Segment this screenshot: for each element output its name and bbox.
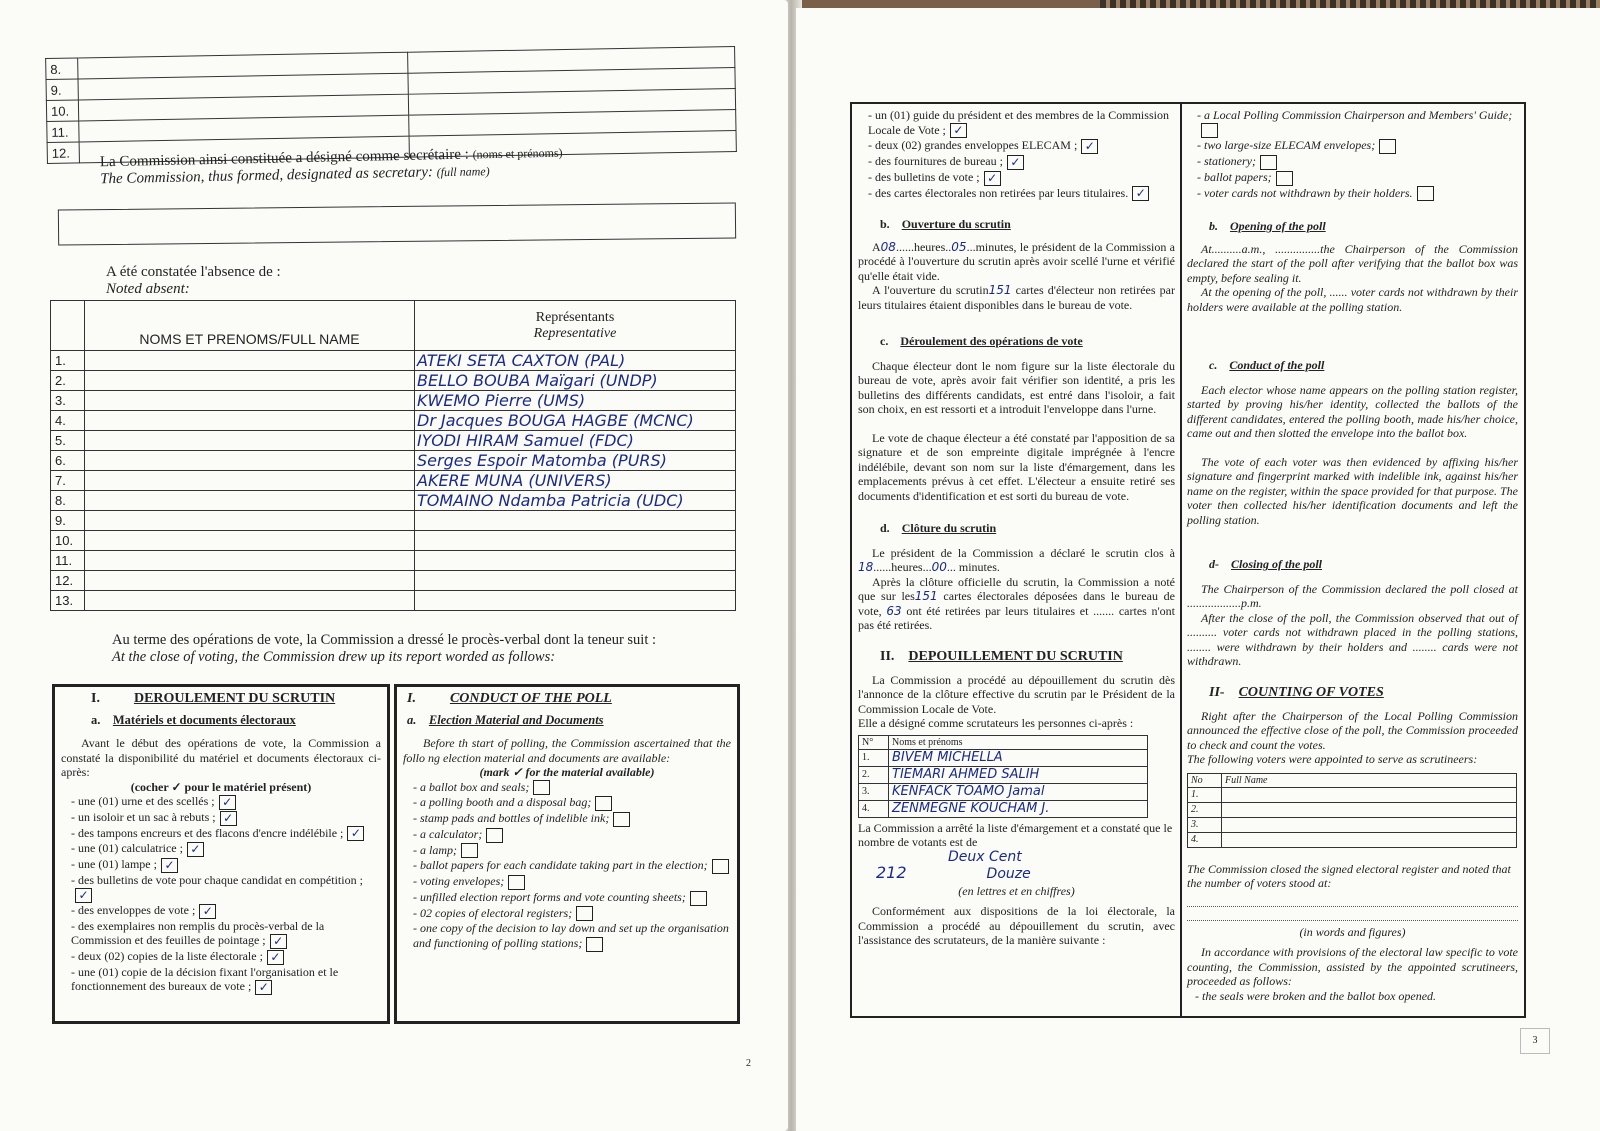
material-item-label: - a ballot box and seals; — [413, 779, 530, 794]
page-number-left: 2 — [746, 1058, 751, 1069]
absent-row-rep — [415, 591, 736, 611]
fr-closing-b: heures — [891, 560, 923, 575]
secretary-field — [58, 202, 736, 245]
fr-intro: Avant le début des opérations de vote, la Commission a constaté la disponibilité du matériel et documents électoraux ci-après: — [61, 736, 381, 779]
material-item — [413, 780, 731, 796]
absent-row-rep — [415, 571, 736, 591]
absent-table-wrap — [50, 300, 736, 611]
en-column — [1180, 102, 1526, 1018]
material-item-label: - une (01) calculatrice ; — [71, 841, 183, 856]
en-opening-title: Opening of the poll — [1230, 219, 1326, 234]
absent-row — [51, 351, 736, 371]
absent-row-num: 6. — [51, 451, 85, 471]
en-opening — [1187, 219, 1518, 314]
secretary-note-fr: (noms et prénoms) — [472, 145, 563, 162]
absent-col-rep-en: Representative — [533, 325, 617, 341]
material-checkbox[interactable]: ✓ — [984, 171, 1001, 186]
en-heading: CONDUCT OF THE POLL — [449, 691, 612, 706]
en-conduct-p2: The vote of each voter was then evidenced by affixing his/her signature and fingerprint marked with indelible ink, against his/her name on the register, within the space provided for that purpose. The voter then collected his/her identification documents and left the polling station. — [1187, 454, 1518, 527]
material-checkbox[interactable] — [1276, 171, 1293, 186]
absent-row — [51, 411, 736, 431]
material-item-label: - des exemplaires non remplis du procès-verbal de la Commission et des feuilles de pointage ; — [71, 918, 325, 948]
material-checkbox[interactable] — [508, 875, 525, 890]
fr-scrutineer-name: BIVEM MICHELLA — [889, 749, 1148, 766]
material-checkbox[interactable]: ✓ — [1007, 155, 1024, 170]
absent-row-num: 10. — [51, 531, 85, 551]
en-scrutineer-row — [1188, 802, 1517, 817]
material-checkbox[interactable] — [486, 828, 503, 843]
material-checkbox[interactable]: ✓ — [219, 795, 236, 810]
absent-row-name — [85, 531, 415, 551]
material-item — [868, 154, 1175, 170]
absent-row-num: 13. — [51, 591, 85, 611]
absent-row-num: 4. — [51, 411, 85, 431]
fr-conduct-num: c. — [880, 334, 889, 349]
fr-column — [850, 102, 1182, 1018]
fr-opening-hours: 08 — [880, 239, 896, 254]
material-item-label: - des fournitures de bureau ; — [868, 154, 1003, 168]
en-closing-p2: After the close of the poll, the Commission observed that out of .......... voter cards not withdrawn placed in the polling stations, ........ were withdrawn by their holders and ........ cards were not withdrawn. — [1187, 610, 1518, 669]
material-item-label: - une (01) urne et des scellés ; — [71, 794, 215, 808]
en-sub-title: Election Material and Documents — [428, 713, 604, 727]
fr-sub-num: a. — [91, 713, 101, 727]
absent-row-name — [85, 471, 415, 491]
material-checkbox[interactable] — [595, 796, 612, 811]
fr-scrutineers-col-no: N° — [859, 735, 889, 749]
fr-heading: DEROULEMENT DU SCRUTIN — [133, 691, 336, 706]
absent-row-num: 2. — [51, 371, 85, 391]
fr-closing: d. Clôture du scrutin Le président de la Commission a déclaré le scrutin clos à 18......heures...00... minutes. Après la clôture officielle du scrutin, la Commission a noté que sur les151 cartes électorales déposées dans le bureau de vote, 63 ont été retirées par leurs titulaires et ....... cartes n'ont pas été retirées. — [858, 521, 1176, 633]
material-item — [413, 906, 731, 922]
fr-closing-num: d. — [880, 521, 890, 536]
absent-row — [51, 491, 736, 511]
material-item — [71, 857, 381, 873]
fr-scrutineers-table — [858, 735, 1148, 818]
en-scrutineer-row — [1188, 787, 1517, 802]
material-item-label: - des bulletins de vote pour chaque candidat en compétition ; — [71, 872, 363, 887]
en-scrutineer-name — [1222, 832, 1517, 847]
fr-closing-hours: 18 — [858, 560, 874, 575]
en-conduct-p1: Each elector whose name appears on the polling station register, started by proving his/her identity, collected the ballots of the different candidates, entered the polling booth, made his/her choice, came out and then slotted the envelope into the ballot box. — [1187, 382, 1518, 441]
material-item — [868, 170, 1175, 186]
en-words-note: (in words and figures) — [1299, 924, 1406, 939]
absent-row-name — [85, 411, 415, 431]
en-voters-line-2 — [1187, 907, 1518, 921]
en-scrutineer-num: 1. — [1188, 787, 1222, 802]
material-item-label: - des tampons encreurs et des flacons d'encre indélébile ; — [71, 825, 344, 840]
absent-row-rep: TOMAINO Ndamba Patricia (UDC) — [415, 491, 736, 511]
material-item-label: - unfilled election report forms and vote counting sheets; — [413, 889, 686, 904]
en-closing-p1: The Chairperson of the Commission declared the poll closed at ..................p.m. — [1187, 581, 1518, 611]
fr-voters-words2: Douze — [986, 865, 1031, 882]
material-item-label: - a calculator; — [413, 826, 483, 841]
en-scrutineer-row — [1188, 817, 1517, 832]
absent-row-num: 1. — [51, 351, 85, 371]
material-item — [71, 841, 381, 857]
material-item — [413, 795, 731, 811]
absent-row-name — [85, 491, 415, 511]
absent-col-name: NOMS ET PRENOMS/FULL NAME — [85, 301, 415, 351]
right-page — [796, 8, 1600, 1131]
members-row-num: 12. — [47, 142, 79, 164]
material-item — [413, 890, 731, 906]
material-checkbox[interactable]: ✓ — [187, 842, 204, 857]
fr-material-list — [61, 794, 381, 995]
fr-conduct-title: Déroulement des opérations de vote — [900, 334, 1083, 349]
material-item — [1197, 108, 1518, 138]
absent-row-rep: ATEKI SETA CAXTON (PAL) — [415, 351, 736, 371]
material-item — [868, 138, 1175, 154]
material-item-label: - ballot papers for each candidate taking part in the election; — [413, 858, 708, 873]
en-conduct-num: c. — [1209, 358, 1218, 373]
material-checkbox[interactable] — [1417, 186, 1434, 201]
absent-row-rep: KWEMO Pierre (UMS) — [415, 391, 736, 411]
fr-counting-p2: Elle a désigné comme scrutateurs les personnes ci-après : — [858, 716, 1134, 731]
material-item — [71, 794, 381, 810]
fr-opening: b. Ouverture du scrutin A08......heures..05...minutes, le président de la Commission a procédé à l'ouverture du scrutin après avoir scellé l'urne et vérifié qu'elle était vide. A l'ouverture du scrutin151 cartes d'électeur non retirées par leurs titulaires étaient disponibles dans le bureau de vote. — [858, 217, 1175, 312]
en-scrutineers-col-name: Full Name — [1222, 773, 1517, 787]
absent-row-name — [85, 551, 415, 571]
material-item — [413, 858, 731, 874]
fr-closing-minutes: 00 — [931, 560, 947, 575]
fr-conduct-box — [52, 684, 390, 1024]
en-scrutineer-row — [1188, 832, 1517, 847]
fr-closing-e: cartes électorales déposées dans le bureau de vote, — [858, 589, 1176, 618]
absent-label-en: Noted absent: — [106, 281, 190, 297]
material-checkbox[interactable]: ✓ — [220, 811, 237, 826]
closing-statement — [112, 632, 752, 666]
material-item — [71, 965, 381, 995]
material-item-label: - a polling booth and a disposal bag; — [413, 795, 592, 810]
fr-counting — [858, 649, 1175, 948]
secretary-label-fr: La Commission ainsi constituée a désigné comme secrétaire : — [99, 146, 470, 171]
en-register: The Commission closed the signed electoral register and noted that the number of voters stood at: — [1187, 861, 1511, 891]
absent-row-name — [85, 511, 415, 531]
fr-conduct-p1: Chaque électeur dont le nom figure sur la liste électorale du bureau de vote, après avoir fait vérifier son identité, a pris les bulletins des différents candidats, est entré dans l'isoloir, a fait son choix, en est ressorti et a introduit l'enveloppe dans l'urne. — [858, 358, 1175, 417]
material-checkbox[interactable]: ✓ — [75, 888, 92, 903]
en-opening-p2: At the opening of the poll, ...... voter cards not withdrawn by their holders were available at the polling station. — [1187, 285, 1518, 314]
material-item — [1197, 186, 1518, 202]
fr-scrutineer-num: 1. — [859, 749, 889, 766]
en-scrutineer-num: 3. — [1188, 817, 1222, 832]
fr-opening-e: cartes d'électeur non retirées par leurs titulaires étaient disponibles dans le bureau de vote. — [858, 283, 1175, 312]
absent-row-rep — [415, 511, 736, 531]
absent-row-name — [85, 431, 415, 451]
material-item-label: - deux (02) grandes enveloppes ELECAM ; — [868, 138, 1078, 153]
fr-closing-title: Clôture du scrutin — [901, 521, 997, 536]
absent-row — [51, 451, 736, 471]
material-checkbox[interactable] — [461, 843, 478, 858]
fr-opening-cards: 151 — [988, 283, 1012, 298]
absent-row-rep — [415, 531, 736, 551]
material-item-label: - un (01) guide du président et des membres de la Commission Locale de Vote ; — [868, 108, 1169, 137]
absent-row-rep: BELLO BOUBA Maïgari (UNDP) — [415, 371, 736, 391]
material-item-label: - des cartes électorales non retirées par leurs titulaires. — [868, 185, 1129, 200]
fr-register: La Commission a arrêté la liste d'émargement et a constaté que le nombre de votants est de — [858, 820, 1173, 850]
en-sub-num: a. — [407, 713, 417, 727]
fr-counting-heading: DEPOUILLEMENT DU SCRUTIN — [908, 648, 1123, 664]
absent-row-name — [85, 451, 415, 471]
absent-row-num: 12. — [51, 571, 85, 591]
material-checkbox[interactable]: ✓ — [1132, 186, 1149, 201]
material-item — [1197, 138, 1518, 154]
fr-opening-b: heures — [913, 239, 946, 254]
fr-scrutineer-row — [859, 749, 1148, 766]
material-item — [71, 949, 381, 965]
material-checkbox[interactable] — [586, 937, 603, 952]
members-row-num: 8. — [46, 58, 78, 80]
en-closing — [1187, 557, 1518, 669]
absent-row-num: 3. — [51, 391, 85, 411]
absent-row-name — [85, 571, 415, 591]
absent-col-rep — [415, 301, 736, 351]
en-heading-num: I. — [407, 691, 416, 706]
en-counting-heading: COUNTING OF VOTES — [1238, 684, 1384, 700]
fr-closing-c: minutes. — [958, 560, 1000, 575]
absent-row-name — [85, 371, 415, 391]
en-conduct — [1187, 358, 1518, 527]
fr-opening-minutes: 05 — [951, 239, 967, 254]
absent-row — [51, 551, 736, 571]
material-item-label: - a Local Polling Commission Chairperson and Members' Guide; — [1197, 108, 1513, 122]
absent-row-name — [85, 591, 415, 611]
material-item-label: - stamp pads and bottles of indelible ink; — [413, 811, 610, 825]
fr-scrutineers-col-name: Noms et prénoms — [889, 735, 1148, 749]
fr-scrutineer-row — [859, 766, 1148, 783]
material-item-label: - des enveloppes de vote ; — [71, 903, 196, 917]
en-counting-p1: Right after the Chairperson of the Local Polling Commission announced the effective close of the poll, the Commission proceeded to check and count the votes. — [1187, 708, 1518, 752]
material-checkbox[interactable]: ✓ — [347, 826, 364, 841]
fr-top-material-list — [858, 108, 1175, 201]
en-counting-p2: The following voters were appointed to serve as scrutineers: — [1187, 752, 1478, 767]
absent-row — [51, 431, 736, 451]
material-item — [413, 874, 731, 890]
fr-scrutineer-num: 3. — [859, 783, 889, 800]
en-opening-p1: At..........a.m., ...............the Chairperson of the Commission declared the start of the poll after verifying that the ballot box was empty, before sealing it. — [1187, 241, 1518, 285]
fr-opening-c: minutes, le président de la Commission a procédé à l'ouverture du scrutin après avoir scellé l'urne et vérifié qu'elle était vide. — [858, 239, 1175, 283]
members-row-num: 10. — [46, 100, 78, 122]
material-checkbox[interactable] — [1260, 155, 1277, 170]
material-item-label: - une (01) copie de la décision fixant l'organisation et le fonctionnement des bureaux de vote ; — [71, 964, 339, 994]
en-scrutineer-num: 2. — [1188, 802, 1222, 817]
absent-col-rep-fr: Représentants — [535, 309, 615, 325]
absent-row-rep — [415, 551, 736, 571]
material-item-label: - voter cards not withdrawn by their holders. — [1197, 185, 1413, 200]
absent-row — [51, 591, 736, 611]
material-item-label: - une (01) lampe ; — [71, 857, 157, 871]
fr-closing-withdrawn: 63 — [886, 603, 902, 618]
material-item — [868, 108, 1175, 138]
fr-closing-a: Le président de la Commission a déclaré le scrutin clos à — [872, 545, 1175, 560]
en-scrutineers-col-no: No — [1188, 773, 1222, 787]
absent-row — [51, 511, 736, 531]
material-item-label: - two large-size ELECAM envelopes; — [1197, 138, 1376, 153]
en-counting-final: In accordance with provisions of the electoral law specific to vote counting, the Commission, assisted by the appointed scrutineers, proceeded as follows: — [1187, 945, 1518, 989]
absent-row — [51, 391, 736, 411]
material-checkbox[interactable] — [1201, 123, 1218, 138]
material-item — [413, 921, 731, 951]
fr-closing-d: Après la clôture officielle du scrutin, la Commission a noté que sur les — [858, 574, 1175, 604]
absent-row-name — [85, 391, 415, 411]
en-scrutineer-num: 4. — [1188, 832, 1222, 847]
fr-note: (cocher ✓ pour le matériel présent) — [130, 779, 312, 794]
material-checkbox[interactable] — [613, 812, 630, 827]
en-intro: Before th start of polling, the Commission ascertained that the follo ng election material and documents are available: — [403, 736, 731, 765]
material-checkbox[interactable]: ✓ — [255, 980, 272, 995]
material-item-label: - ballot papers; — [1197, 169, 1272, 184]
en-material-list — [403, 780, 731, 952]
fr-counting-num: II. — [880, 648, 895, 664]
fr-closing-f: ont été retirées par leurs titulaires et ....... cartes n'ont pas été retirées. — [858, 603, 1176, 633]
material-checkbox[interactable]: ✓ — [161, 858, 178, 873]
fr-scrutineer-row — [859, 783, 1148, 800]
en-top-material-list — [1187, 108, 1518, 201]
material-checkbox[interactable] — [1379, 139, 1396, 154]
material-item — [413, 811, 731, 827]
absent-row-rep: AKERE MUNA (UNIVERS) — [415, 471, 736, 491]
en-counting-last: - the seals were broken and the ballot box opened. — [1195, 988, 1437, 1003]
material-item — [868, 186, 1175, 202]
closing-en: At the close of voting, the Commission drew up its report worded as follows: — [112, 649, 556, 665]
members-row-num: 9. — [46, 79, 78, 101]
en-scrutineers-table — [1187, 773, 1517, 848]
fr-opening-num: b. — [880, 217, 890, 232]
en-scrutineer-name — [1222, 787, 1517, 802]
fr-opening-a: A — [872, 239, 881, 254]
material-checkbox[interactable]: ✓ — [267, 950, 284, 965]
fr-voters-words: Deux Cent — [948, 848, 1022, 865]
fr-scrutineer-name: TIEMARI AHMED SALIH — [889, 766, 1148, 783]
fr-counting-p1: La Commission a procédé au dépouillement du scrutin dès l'annonce de la clôture effective du scrutin par le Président de la Commission Locale de Vote. — [858, 672, 1175, 716]
fr-words-note: (en lettres et en chiffres) — [958, 883, 1075, 898]
material-item — [1197, 170, 1518, 186]
absent-row-rep: IYODI HIRAM Samuel (FDC) — [415, 431, 736, 451]
absent-row-name — [85, 351, 415, 371]
fr-sub-title: Matériels et documents électoraux — [112, 713, 296, 727]
absent-row-num: 9. — [51, 511, 85, 531]
material-checkbox[interactable]: ✓ — [950, 123, 967, 138]
material-checkbox[interactable]: ✓ — [270, 934, 287, 949]
absent-row — [51, 571, 736, 591]
absent-section — [106, 264, 281, 298]
material-checkbox[interactable]: ✓ — [199, 904, 216, 919]
material-item — [71, 903, 381, 919]
material-checkbox[interactable] — [712, 859, 729, 874]
en-note: (mark ✓ for the material available) — [479, 765, 655, 779]
material-checkbox[interactable]: ✓ — [1081, 139, 1098, 154]
material-item — [71, 919, 381, 949]
absent-row-num: 7. — [51, 471, 85, 491]
absent-label-fr: A été constatée l'absence de : — [106, 264, 281, 280]
material-item-label: - stationery; — [1197, 154, 1256, 168]
en-counting — [1187, 685, 1518, 1004]
absent-row-rep: Serges Espoir Matomba (PURS) — [415, 451, 736, 471]
en-opening-num: b. — [1209, 219, 1218, 234]
page-number-right: 3 — [1520, 1028, 1550, 1054]
material-item — [71, 810, 381, 826]
fr-scrutineer-num: 2. — [859, 766, 889, 783]
material-item-label: - 02 copies of electoral registers; — [413, 905, 573, 920]
absent-row-num: 5. — [51, 431, 85, 451]
absent-row-num: 11. — [51, 551, 85, 571]
absent-row — [51, 531, 736, 551]
en-voters-line-1 — [1187, 893, 1518, 907]
material-item — [71, 873, 381, 903]
absent-col-num — [51, 301, 85, 351]
en-counting-num: II- — [1209, 684, 1225, 700]
material-item-label: - deux (02) copies de la liste électorale ; — [71, 949, 263, 963]
absent-row — [51, 371, 736, 391]
fr-opening-title: Ouverture du scrutin — [901, 217, 1011, 232]
fr-closing-cards: 151 — [914, 589, 938, 604]
absent-row-rep: Dr Jacques BOUGA HAGBE (MCNC) — [415, 411, 736, 431]
left-page — [0, 0, 788, 1131]
material-item-label: - one copy of the decision to lay down and set up the organisation and functioning of polling stations; — [413, 921, 729, 950]
secretary-label-en: The Commission, thus formed, designated as secretary: — [100, 164, 434, 188]
fr-opening-d: A l'ouverture du scrutin — [872, 283, 989, 298]
material-checkbox[interactable] — [576, 906, 593, 921]
en-closing-title: Closing of the poll — [1231, 557, 1323, 572]
fr-scrutineer-num: 4. — [859, 800, 889, 817]
fr-conduct — [858, 334, 1175, 503]
material-checkbox[interactable] — [690, 891, 707, 906]
fr-scrutineer-name: ZENMEGNE KOUCHAM J. — [889, 800, 1148, 817]
closing-fr: Au terme des opérations de vote, la Commission a dressé le procès-verbal dont la teneur suit : — [112, 632, 657, 648]
material-item-label: - voting envelopes; — [413, 874, 505, 888]
fr-conduct-p2: Le vote de chaque électeur a été constaté par l'apposition de sa signature et de son empreinte digitale imprégnée à l'encre indélébile, devant son nom sur la liste d'émargement, dans les emplacements prévus à cet effet. L'électeur a ensuite retiré ses documents d'identification et est sorti du bureau de vote. — [858, 430, 1175, 503]
fr-heading-num: I. — [91, 691, 100, 706]
fr-counting-final: Conformément aux dispositions de la loi électorale, la Commission a procédé au dépouillement du scrutin, avec l'assistance des scrutateurs, de la manière suivante : — [858, 904, 1175, 948]
absent-table — [50, 300, 736, 611]
en-closing-num: d- — [1209, 557, 1219, 572]
material-item-label: - un isoloir et un sac à rebuts ; — [71, 809, 216, 824]
material-item-label: - a lamp; — [413, 842, 457, 857]
fr-scrutineer-name: KENFACK TOAMO Jamal — [889, 783, 1148, 800]
material-item — [413, 827, 731, 843]
secretary-note-en: (full name) — [436, 164, 490, 180]
material-item — [413, 843, 731, 859]
material-item — [1197, 154, 1518, 170]
members-row-num: 11. — [47, 121, 79, 143]
fr-voters-number: 212 — [876, 862, 907, 882]
absent-row-num: 8. — [51, 491, 85, 511]
material-checkbox[interactable] — [533, 780, 550, 795]
material-item — [71, 826, 381, 842]
en-conduct-box — [394, 684, 740, 1024]
fr-scrutineer-row — [859, 800, 1148, 817]
en-conduct-title: Conduct of the poll — [1229, 358, 1325, 373]
en-scrutineer-name — [1222, 802, 1517, 817]
en-scrutineer-name — [1222, 817, 1517, 832]
material-item-label: - des bulletins de vote ; — [868, 169, 980, 184]
absent-row — [51, 471, 736, 491]
